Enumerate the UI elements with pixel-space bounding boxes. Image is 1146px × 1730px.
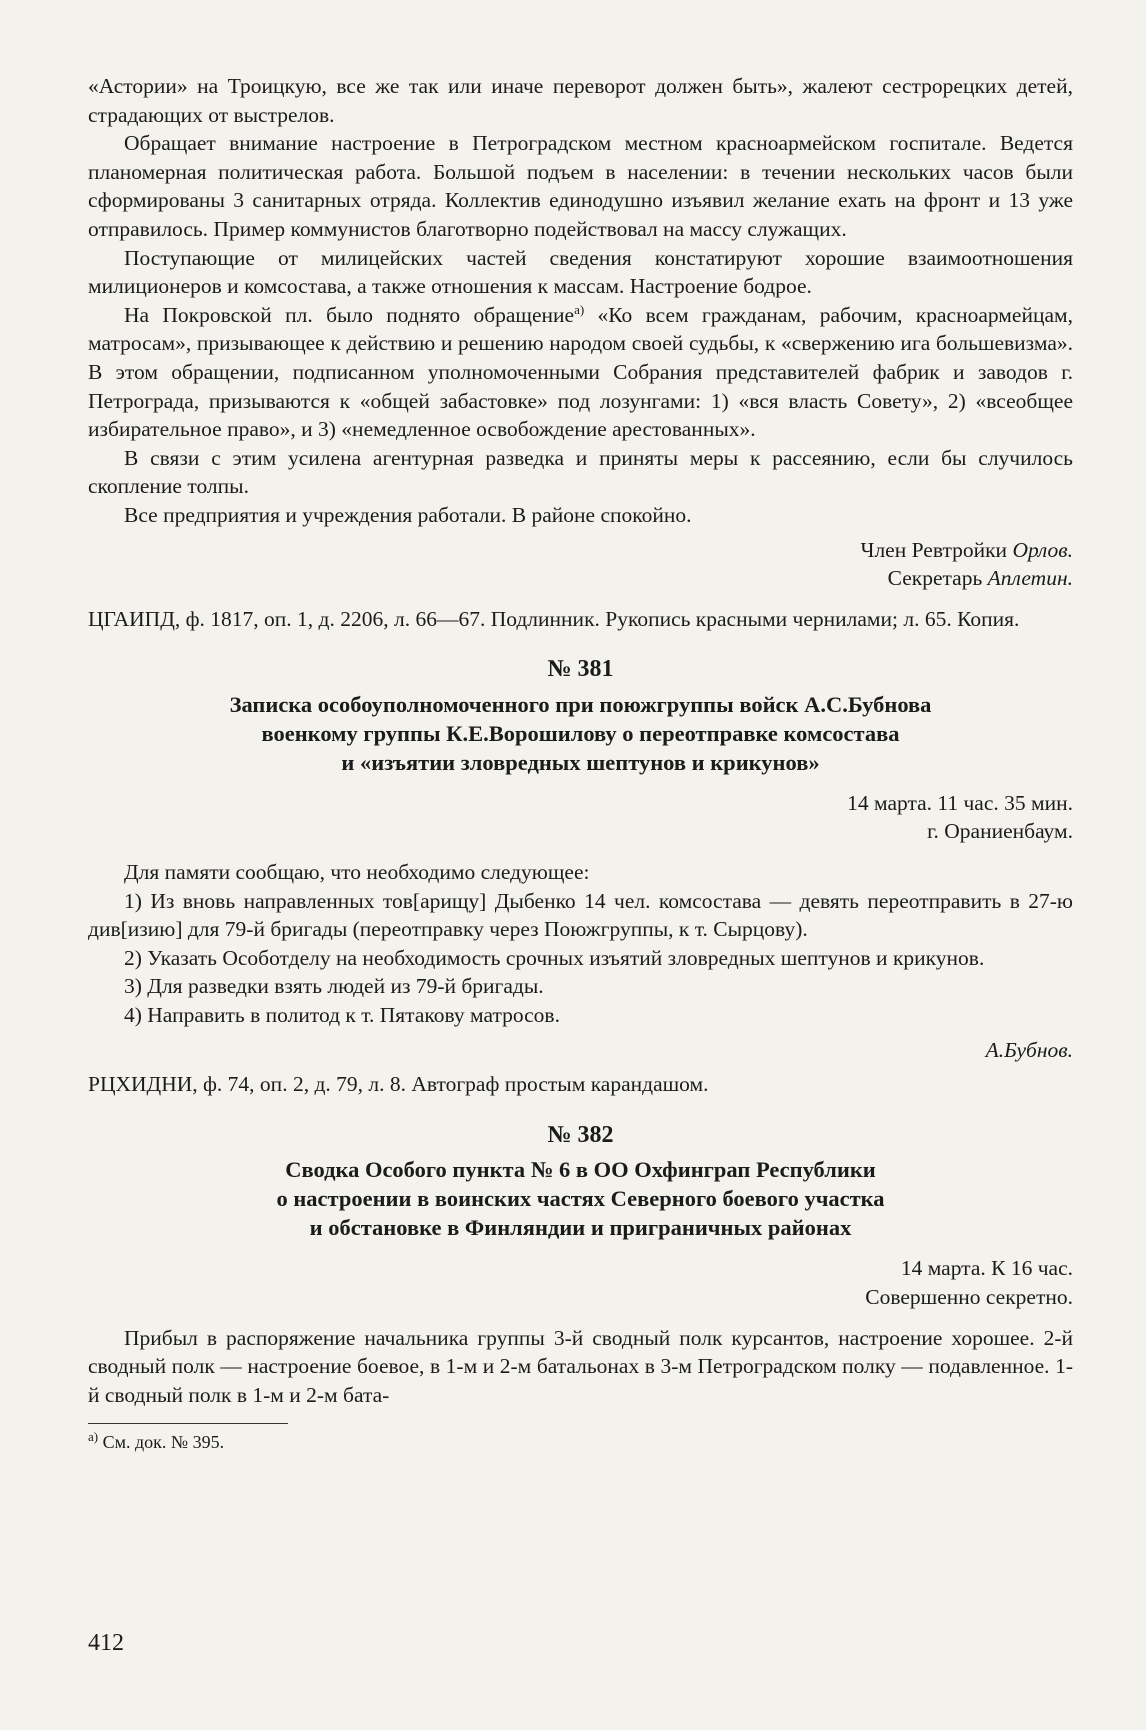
title-line: Сводка Особого пункта № 6 в ОО Охфинграп Республики <box>285 1157 876 1183</box>
paragraph: Все предприятия и учреждения работали. В районе спокойно. <box>124 502 692 527</box>
document-page <box>88 72 1073 1454</box>
text: «Ко всем гражданам, рабочим, красноармейцам, матросам», призывающее к действию и решению народом своей судьбы, к «свержению ига большевизма». В этом обращении, подписанном уполномоченными Собрания представителей фабрик и заводов г. Петрограда, призываются к «общей забастовке» под лозунгами: 1) «вся власть Совету», 2) «всеобщее избирательное право», и 3) «немедленное освобождение арестованных». <box>88 302 1073 442</box>
archive-source: РЦХИДНИ, ф. 74, оп. 2, д. 79, л. 8. Автограф простым карандашом. <box>88 1072 709 1097</box>
list-item: 2) Указать Особотделу на необходимость срочных изъятий зловредных шептунов и крикунов. <box>124 945 985 970</box>
signature-name: А.Бубнов. <box>985 1037 1073 1062</box>
paragraph: В связи с этим усилена агентурная разведка и приняты меры к рассеянию, если бы случилось скопление толпы. <box>88 445 1073 499</box>
archive-source: ЦГАИПД, ф. 1817, оп. 1, д. 2206, л. 66—67. Подлинник. Рукопись красными чернилами; л. 65. Копия. <box>88 606 1020 631</box>
paragraph: Обращает внимание настроение в Петроградском местном красноармейском госпитале. Ведется планомерная политическая работа. Большой подъем в населении: в течении нескольких часов были сформированы 3 санитарных отряда. Коллектив единодушно изъявил желание ехать на фронт и 13 уже отправилось. Пример коммунистов благотворно подействовал на массу служащих. <box>88 131 1073 241</box>
signature-name: Орлов. <box>1012 537 1073 562</box>
title-line: и «изъятии зловредных шептунов и крикунов» <box>341 749 820 775</box>
signature-role: Секретарь <box>887 566 988 591</box>
paragraph-pokrovskaya <box>88 301 1073 444</box>
text: На Покровской пл. было поднято обращение <box>124 302 575 327</box>
list-item: 1) Из вновь направленных тов[арищу] Дыбенко 14 чел. комсостава — девять переотправить в 27-ю див[изию] для 79-й бригады (переотправку через Поюжгруппы, к т. Сырцову). <box>88 888 1073 942</box>
title-line: военкому группы К.Е.Ворошилову о переотправке комсостава <box>261 720 900 746</box>
list-item: 3) Для разведки взять людей из 79-й бригады. <box>124 974 544 999</box>
paragraph: Поступающие от милицейских частей сведения констатируют хорошие взаимоотношения милиционеров и комсостава, а также отношения к массам. Настроение бодрое. <box>88 245 1073 299</box>
document-place: г. Ораниенбаум. <box>927 819 1073 844</box>
document-title <box>88 1155 1073 1242</box>
footnote <box>88 1430 1073 1454</box>
footnote-divider <box>88 1423 288 1424</box>
page-number: 412 <box>88 1630 124 1656</box>
title-line: о настроении в воинских частях Северного боевого участка <box>276 1186 885 1212</box>
document-date: 14 марта. 11 час. 35 мин. <box>847 790 1073 815</box>
classification: Совершенно секретно. <box>865 1285 1073 1309</box>
paragraph: «Астории» на Троицкую, все же так или иначе переворот должен быть», жалеют сестрорецких детей, страдающих от выстрелов. <box>88 74 1073 127</box>
paragraph: Прибыл в распоряжение начальника группы 3-й сводный полк курсантов, настроение хорошее. 2-й сводный полк — настроение боевое, в 1-м и 2-м батальонах в 3-м Петроградском полку — подавленное. 1-й сводный полк в 1-м и 2-м бата- <box>88 1325 1073 1407</box>
signature-line <box>88 564 1073 593</box>
footnote-text: См. док. № 395. <box>98 1432 225 1453</box>
signature-name: Аплетин. <box>987 566 1073 591</box>
document-number: № 382 <box>547 1121 614 1148</box>
list-item: 4) Направить в политод к т. Пятакову матросов. <box>124 1003 560 1028</box>
footnote-ref: а) <box>574 301 585 317</box>
title-line: и обстановке в Финляндии и приграничных районах <box>309 1215 852 1241</box>
paragraph: Для памяти сообщаю, что необходимо следующее: <box>124 860 590 885</box>
document-title <box>88 690 1073 777</box>
signature-line <box>88 536 1073 565</box>
document-date: 14 марта. К 16 час. <box>900 1256 1073 1281</box>
signature-role: Член Ревтройки <box>860 537 1013 562</box>
document-number: № 381 <box>547 656 614 683</box>
footnote-mark: а) <box>88 1429 99 1445</box>
title-line: Записка особоуполномоченного при поюжгруппы войск А.С.Бубнова <box>229 691 932 717</box>
